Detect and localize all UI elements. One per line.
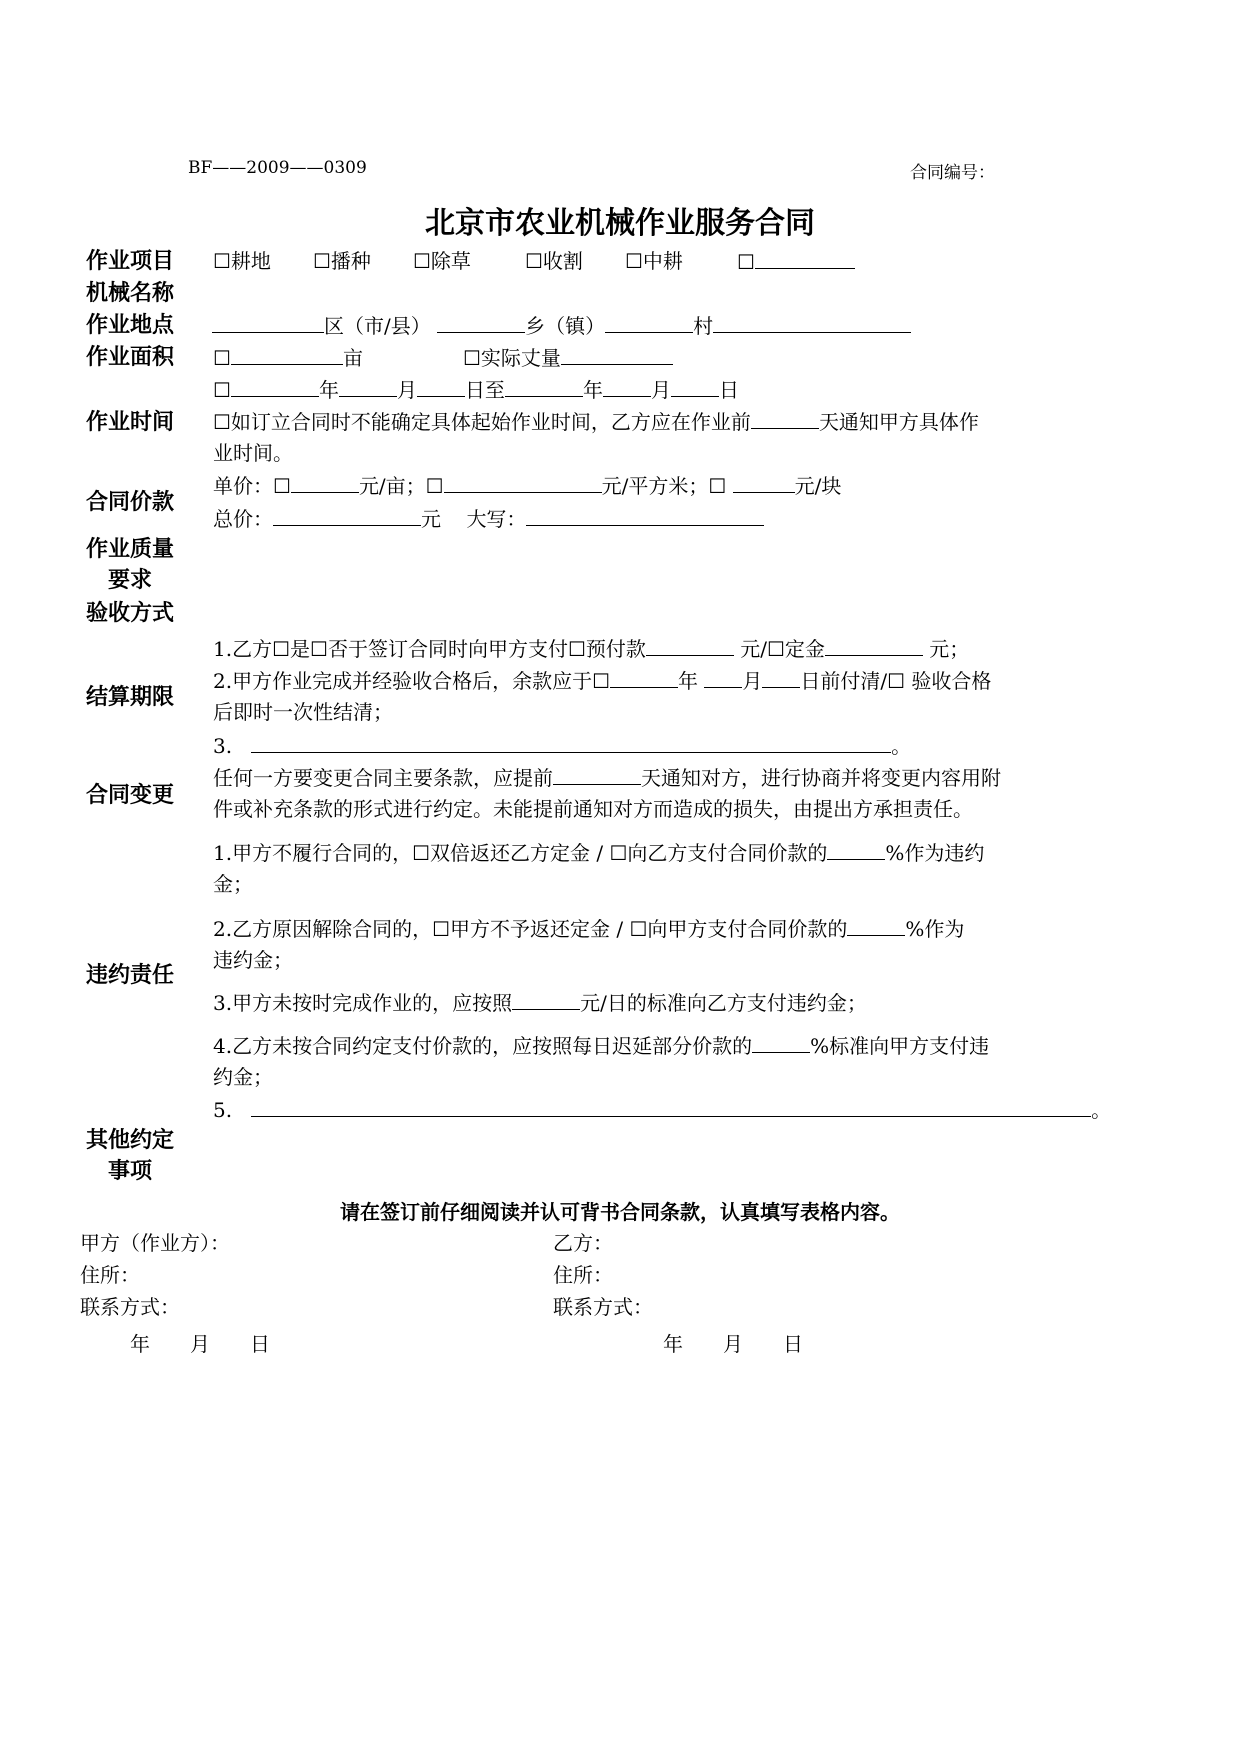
party-a-name: 甲方（作业方）： xyxy=(80,1231,230,1255)
signing-notice: 请在签订前仔细阅读并认可背书合同条款，认真填写表格内容。 xyxy=(340,1200,900,1224)
town-text: 乡（镇） xyxy=(525,314,606,338)
liability-1-text: 1.甲方不履行合同的，☐双倍返还乙方定金 / ☐向乙方支付合同价款的 xyxy=(213,841,828,865)
settlement-clause-2-cont: 后即时一次性结清； xyxy=(213,700,393,724)
settlement-clause-2 xyxy=(213,665,991,697)
settlement-clause-1 xyxy=(213,633,969,665)
label-settlement: 结算期限 xyxy=(85,685,174,710)
settlement-3-blank[interactable] xyxy=(251,730,891,753)
capital-amount-blank[interactable] xyxy=(526,503,764,526)
end-year-text: 年 xyxy=(582,378,603,402)
location-line xyxy=(212,310,911,342)
change-clause-line1 xyxy=(213,762,1001,794)
party-b-name: 乙方： xyxy=(553,1231,613,1255)
label-price: 合同价款 xyxy=(85,490,174,515)
label-quality-line2: 要求 xyxy=(107,568,152,593)
area-line xyxy=(213,342,363,374)
settlement-1-text-2: 元/☐定金 xyxy=(740,637,825,661)
area-mu-unit: 亩 xyxy=(342,346,363,370)
change-text: 任何一方要变更合同主要条款，应提前 xyxy=(213,766,553,790)
work-item-other[interactable] xyxy=(737,246,855,278)
start-month-text: 月 xyxy=(396,378,417,402)
label-other xyxy=(70,1125,190,1187)
liability-2-text-2: %作为 xyxy=(905,917,965,941)
liability-clause-4 xyxy=(213,1030,989,1062)
price-per-block-blank[interactable] xyxy=(733,470,795,493)
settlement-2-text-2: 日前付清/☐ 验收合格 xyxy=(800,669,992,693)
change-clause-line2: 件或补充条款的形式进行约定。未能提前通知对方而造成的损失，由提出方承担责任。 xyxy=(213,797,973,821)
liability-clause-2-cont: 违约金； xyxy=(213,948,293,972)
balance-year-text: 年 xyxy=(678,669,699,693)
end-month-text: 月 xyxy=(650,378,671,402)
contract-number-label: 合同编号： xyxy=(910,163,995,183)
party-b-date: 年 月 日 xyxy=(663,1332,803,1356)
settlement-2-text: 2.甲方作业完成并经验收合格后，余款应于☐ xyxy=(213,669,611,693)
party-b-address: 住所： xyxy=(553,1263,613,1287)
liability-2-text: 2.乙方原因解除合同的，☐甲方不予返还定金 / ☐向甲方支付合同价款的 xyxy=(213,917,848,941)
end-year-blank[interactable] xyxy=(505,374,583,397)
time-range-box[interactable]: ☐ xyxy=(213,378,231,402)
liability-3-text: 3.甲方未按时完成作业的，应按照 xyxy=(213,991,513,1015)
start-year-text: 年 xyxy=(318,378,339,402)
liability-4-text-2: %标准向甲方支付违 xyxy=(810,1034,990,1058)
start-month-blank[interactable] xyxy=(339,374,397,397)
label-liability: 违约责任 xyxy=(85,963,174,988)
start-day-blank[interactable] xyxy=(417,374,465,397)
unit-price-label: 单价：☐ xyxy=(213,474,291,498)
work-item-sow[interactable]: ☐播种 xyxy=(313,249,371,273)
time-notice-line xyxy=(213,406,979,438)
label-quality-line1: 作业质量 xyxy=(85,537,174,562)
liability-clause-3 xyxy=(213,987,867,1019)
start-day-text: 日至 xyxy=(464,378,505,402)
label-other-line1: 其他约定 xyxy=(85,1128,174,1153)
price-per-mu-blank[interactable] xyxy=(291,470,359,493)
liability-clause-1 xyxy=(213,837,984,869)
liability-1-text-2: %作为违约 xyxy=(885,841,985,865)
label-time: 作业时间 xyxy=(85,410,174,435)
label-machine-name: 机械名称 xyxy=(85,281,174,306)
form-code: BF——2009——0309 xyxy=(188,158,367,178)
settlement-1-text-3: 元； xyxy=(929,637,970,661)
time-notice-text-2: 天通知甲方具体作 xyxy=(818,410,979,434)
label-area: 作业面积 xyxy=(85,345,174,370)
settlement-clause-3 xyxy=(213,730,911,762)
price-per-sqm-text: 元/平方米；☐ xyxy=(601,474,727,498)
end-day-text: 日 xyxy=(718,378,739,402)
liability-3-amount-blank[interactable] xyxy=(512,987,580,1010)
district-blank[interactable] xyxy=(212,310,324,333)
total-price-label: 总价： xyxy=(213,507,273,531)
notice-days-blank[interactable] xyxy=(751,406,819,429)
area-actual-blank[interactable] xyxy=(561,342,673,365)
change-text-2: 天通知对方，进行协商并将变更内容用附 xyxy=(641,766,1001,790)
liability-clause-4-cont: 约金； xyxy=(213,1065,273,1089)
liability-4-text: 4.乙方未按合同约定支付价款的，应按照每日迟延部分价款的 xyxy=(213,1034,753,1058)
work-item-cultivate[interactable]: ☐中耕 xyxy=(625,249,683,273)
label-quality xyxy=(70,534,190,596)
total-price-line xyxy=(213,503,764,535)
unit-price-line xyxy=(213,470,841,502)
village-name-blank[interactable] xyxy=(713,310,911,333)
time-range-line xyxy=(213,374,739,406)
liability-1-percent-blank[interactable] xyxy=(827,837,885,860)
work-item-harvest[interactable]: ☐收割 xyxy=(525,249,583,273)
balance-month-blank[interactable] xyxy=(704,665,742,688)
settlement-3-number: 3. xyxy=(213,734,233,758)
total-price-unit: 元 xyxy=(421,507,441,531)
price-per-mu-text: 元/亩；☐ xyxy=(358,474,444,498)
end-month-blank[interactable] xyxy=(603,374,651,397)
work-item-plow[interactable]: ☐耕地 xyxy=(213,249,271,273)
liability-clause-5 xyxy=(213,1094,1111,1126)
party-a-contact: 联系方式： xyxy=(80,1295,180,1319)
time-notice-text[interactable]: ☐如订立合同时不能确定具体起始作业时间，乙方应在作业前 xyxy=(213,410,751,434)
liability-2-percent-blank[interactable] xyxy=(847,913,905,936)
label-acceptance: 验收方式 xyxy=(85,601,174,626)
label-other-line2: 事项 xyxy=(107,1159,152,1184)
deposit-blank[interactable] xyxy=(825,633,923,656)
party-a-address: 住所： xyxy=(80,1263,140,1287)
village-blank[interactable] xyxy=(605,310,693,333)
end-day-blank[interactable] xyxy=(671,374,719,397)
balance-month-text: 月 xyxy=(742,669,763,693)
total-price-blank[interactable] xyxy=(273,503,421,526)
start-year-blank[interactable] xyxy=(231,374,319,397)
prepayment-blank[interactable] xyxy=(646,633,734,656)
label-work-item: 作业项目 xyxy=(85,249,174,274)
party-b-contact: 联系方式： xyxy=(553,1295,653,1319)
area-mu-blank[interactable] xyxy=(231,342,343,365)
party-a-date: 年 月 日 xyxy=(130,1332,270,1356)
label-change: 合同变更 xyxy=(85,783,174,808)
liability-5-blank[interactable] xyxy=(251,1094,1091,1117)
price-per-block-text: 元/块 xyxy=(794,474,842,498)
area-actual xyxy=(463,342,673,374)
settlement-3-end: 。 xyxy=(891,734,912,758)
settlement-1-text: 1.乙方☐是☐否于签订合同时向甲方支付☐预付款 xyxy=(213,637,646,661)
liability-clause-2 xyxy=(213,913,964,945)
label-location: 作业地点 xyxy=(85,313,174,338)
area-actual-label[interactable]: ☐实际丈量 xyxy=(463,346,561,370)
time-notice-line3: 业时间。 xyxy=(213,441,293,465)
town-blank[interactable] xyxy=(437,310,525,333)
liability-3-text-2: 元/日的标准向乙方支付违约金； xyxy=(580,991,867,1015)
liability-clause-1-cont: 金； xyxy=(213,872,253,896)
document-title: 北京市农业机械作业服务合同 xyxy=(425,206,815,241)
area-mu-box[interactable]: ☐ xyxy=(213,346,231,370)
liability-5-number: 5. xyxy=(213,1098,233,1122)
change-days-blank[interactable] xyxy=(553,762,641,785)
village-text: 村 xyxy=(693,314,714,338)
balance-year-blank[interactable] xyxy=(610,665,678,688)
district-text: 区（市/县） xyxy=(324,314,431,338)
price-per-sqm-blank[interactable] xyxy=(444,470,602,493)
balance-day-blank[interactable] xyxy=(762,665,800,688)
capital-amount-label: 大写： xyxy=(466,507,527,531)
work-item-other-box: ☐ xyxy=(737,250,755,274)
work-item-other-blank[interactable] xyxy=(755,246,855,269)
liability-5-end: 。 xyxy=(1091,1098,1112,1122)
liability-4-percent-blank[interactable] xyxy=(752,1030,810,1053)
work-item-weed[interactable]: ☐除草 xyxy=(413,249,471,273)
